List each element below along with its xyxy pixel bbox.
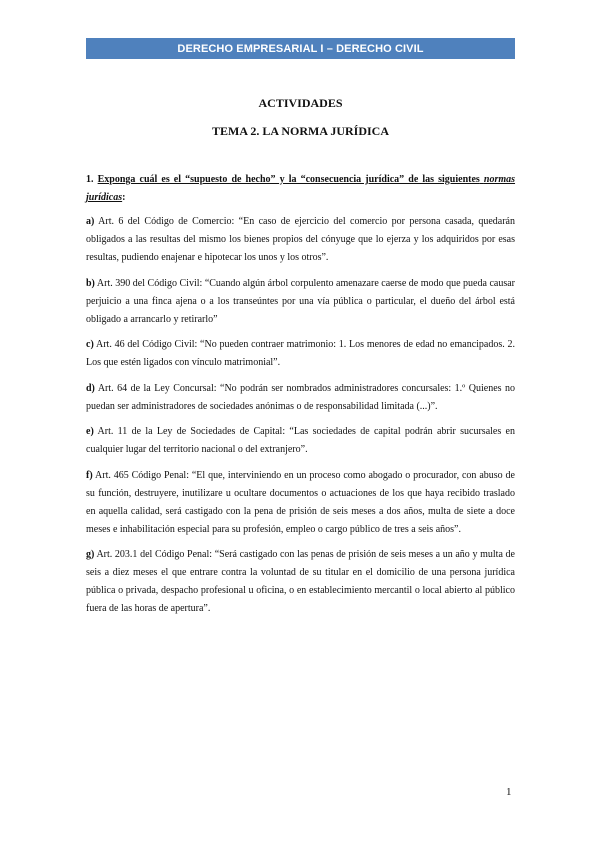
document-title: ACTIVIDADES bbox=[258, 96, 343, 110]
item-label: a) bbox=[86, 216, 95, 227]
item-label: c) bbox=[86, 339, 94, 350]
item-label: f) bbox=[86, 469, 93, 481]
question-number: 1. bbox=[86, 174, 94, 185]
item-label: d) bbox=[86, 382, 95, 394]
list-item-d bbox=[86, 380, 515, 416]
list-item-e bbox=[86, 423, 515, 459]
item-label: e) bbox=[86, 426, 94, 437]
item-text: Art. 11 de la Ley de Sociedades de Capital: “Las sociedades de capital podrán abrir sucursales en cualquier lugar del territorio nacional o del extranjero”. bbox=[86, 426, 515, 455]
item-label: b) bbox=[86, 277, 95, 289]
document-subtitle: TEMA 2. LA NORMA JURÍDICA bbox=[211, 124, 389, 138]
item-text: Art. 390 del Código Civil: “Cuando algún árbol corpulento amenazare caerse de modo que pueda causar perjuicio a una finca ajena o a los transeúntes por una vía pública o particular, el dueño del árbol está obligado a arrancarlo y retirarlo” bbox=[86, 277, 515, 325]
item-text: Art. 46 del Código Civil: “No pueden contraer matrimonio: 1. Los menores de edad no emancipados. 2. Los que estén ligados con vínculo matrimonial”. bbox=[86, 339, 515, 368]
question-text-italic: normas jurídicas bbox=[86, 174, 516, 203]
list-item-b bbox=[86, 275, 515, 329]
page-number: 1 bbox=[506, 786, 512, 798]
header-title: DERECHO EMPRESARIAL I – DERECHO CIVIL bbox=[177, 42, 424, 55]
list-item-a bbox=[86, 213, 515, 267]
list-item-g bbox=[86, 546, 515, 618]
header-band bbox=[86, 38, 515, 59]
question-text bbox=[86, 174, 515, 203]
question-prompt bbox=[86, 171, 515, 207]
list-item-f bbox=[86, 467, 515, 539]
item-label: g) bbox=[86, 549, 95, 560]
item-text: Art. 465 Código Penal: “El que, interviniendo en un proceso como abogado o procurador, con abuso de su función, destruyere, inutilizare u ocultare documentos o actuaciones de los que haya recibido traslado en aquella calidad, será castigado con la pena de prisión de seis meses a dos años, multa de siete a doce meses e inhabilitación especial para su profesión, empleo o cargo público de tres a seis años”. bbox=[86, 469, 515, 535]
list-item-c bbox=[86, 336, 515, 372]
question-text-main: Exponga cuál es el “supuesto de hecho” y la “consecuencia jurídica” de las siguientes bbox=[97, 174, 480, 185]
item-text: Art. 64 de la Ley Concursal: “No podrán ser nombrados administradores concursales: 1.º Quienes no puedan ser administradores de sociedades anónimas o de responsabilidad limitada (...)”. bbox=[86, 382, 515, 412]
item-text: Art. 6 del Código de Comercio: “En caso de ejercicio del comercio por persona casada, quedarán obligados a las resultas del mismo los bienes propios del cónyuge que lo ejerza y los adquiridos por esas resultas, pudiendo enajenar e hipotecar los unos y los otros”. bbox=[86, 216, 515, 263]
item-text: Art. 203.1 del Código Penal: “Será castigado con las penas de prisión de seis meses a un año y multa de seis a diez meses el que entrare contra la voluntad de su titular en el domicilio de una persona jurídica pública o privada, despacho profesional u oficina, o en establecimiento mercantil o local abierto al público fuera de las horas de apertura”. bbox=[86, 549, 515, 614]
document-body bbox=[86, 171, 515, 626]
question-text-end: : bbox=[122, 192, 126, 203]
